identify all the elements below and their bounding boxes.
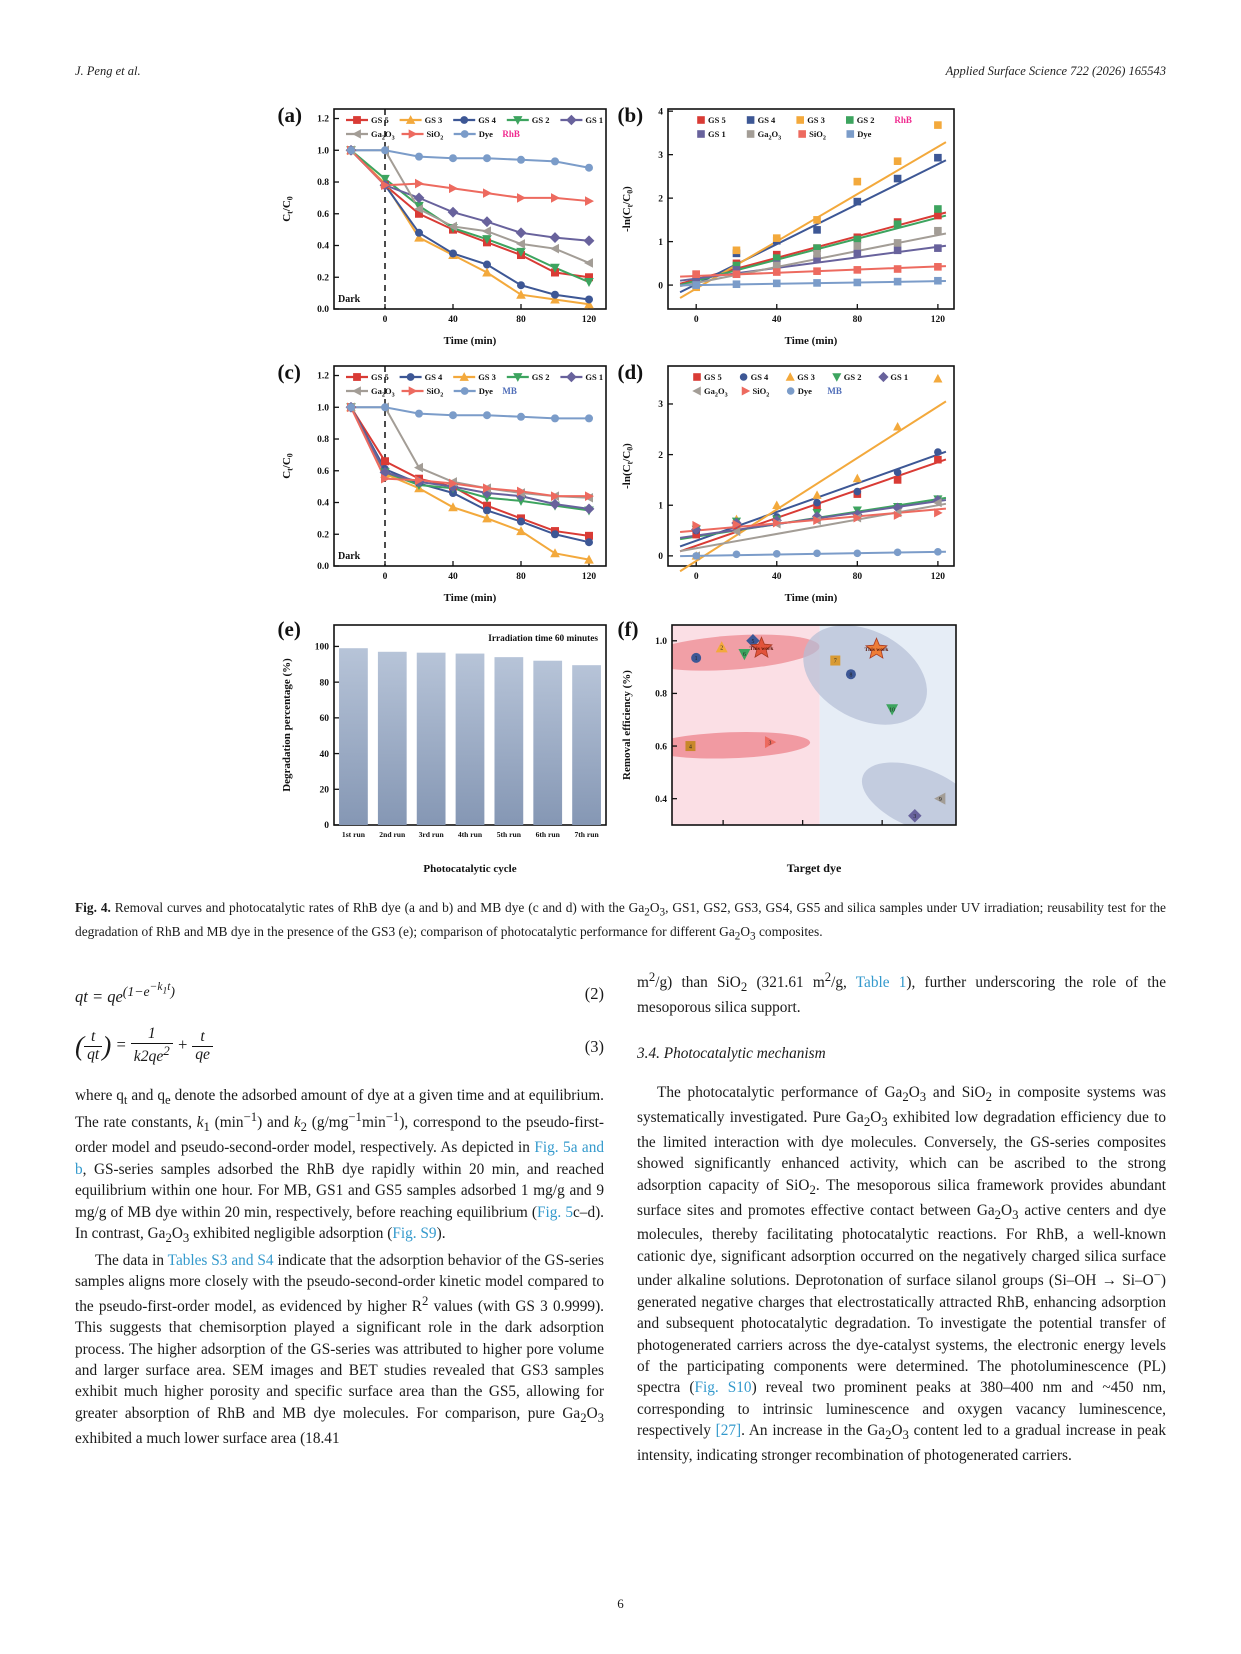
svg-text:0.2: 0.2	[316, 530, 329, 541]
svg-text:GS 3: GS 3	[806, 115, 825, 125]
paragraph-adsorption: The data in Tables S3 and S4 indicate that the adsorption behavior of the GS-series samples aligns more closely with the pseudo-second-order kinetic model compared to the pseudo-first-order model, as evidenced by higher $R^2$ values (with GS 3 0.9999). This suggests that chemisorption played a significant role in the dark adsorption process. The higher adsorption of the GS-series was attributed to higher pore volume and larger surface area. SEM images and BET studies revealed that GS3 samples exhibit much higher porosity and specific surface area than the GS5, allowing for greater absorption of RhB and MB dye molecules. For comparison, pure $Ga_2O_3$ exhibited a much lower surface area (18.41	[75, 1251, 605, 1447]
svg-text:120: 120	[930, 315, 945, 325]
chart-e-reusability-bars	[276, 617, 616, 877]
svg-text:SiO2: SiO$_2$	[808, 129, 826, 142]
svg-text:3: 3	[657, 400, 663, 411]
equation-2-number: (2)	[584, 984, 604, 1004]
page-footer	[0, 1596, 1241, 1612]
svg-text:Ga2O3: $Ga_2O_3$	[370, 386, 395, 399]
panel-c	[276, 360, 616, 611]
citation-link[interactable]: Table 1	[855, 974, 907, 992]
panel-e-label: (e)	[277, 617, 301, 641]
svg-text:9: 9	[938, 796, 942, 803]
svg-text:GS 4: GS 4	[750, 372, 768, 382]
svg-text:GS 3: GS 3	[424, 115, 442, 125]
right-column	[637, 969, 1166, 1468]
svg-text:GS 2: GS 2	[531, 115, 550, 125]
svg-text:100: 100	[314, 642, 329, 653]
svg-text:Ct/C0: $C_t/C_0$	[280, 196, 294, 222]
panel-c-label: (c)	[277, 360, 301, 384]
figure-4	[75, 103, 1166, 945]
paragraph-kinetics: where $q_t$ and $q_e$ denote the adsorbed amount of dye at a given time and at equilibrium. The rate constants, $k_1$ $(\min^{-1})$ and $k_2$ $(g/mg^{-1}\min^{-1})$, correspond to the pseudo-first-order model and pseudo-second-order model, respectively. As depicted in Fig. 5a and b, GS-series samples adsorbed the RhB dye rapidly within 20 min, and reached equilibrium within one hour. For MB, GS1 and GS5 samples adsorbed 1 mg/g and 9 mg/g of MB dye within 20 min, respectively, before reaching equilibrium (Fig. 5c–d). In contrast, $Ga_2O_3$ exhibited negligible adsorption (Fig. S9).	[75, 1086, 605, 1246]
svg-text:GS 3: GS 3	[477, 372, 496, 382]
citation-link[interactable]: [27]	[715, 1422, 742, 1440]
svg-text:Photocatalytic cycle: Photocatalytic cycle	[422, 863, 517, 875]
chart-c-mb-removal	[276, 360, 616, 606]
svg-text:Dye: Dye	[478, 129, 493, 139]
svg-text:3: 3	[912, 813, 916, 820]
svg-text:MB: MB	[501, 386, 517, 396]
svg-text:10: 10	[888, 707, 895, 714]
equation-3	[75, 1026, 604, 1066]
svg-text:GS 2: GS 2	[843, 372, 862, 382]
svg-text:120: 120	[581, 572, 596, 582]
svg-text:GS 1: GS 1	[584, 115, 603, 125]
svg-text:4: 4	[688, 744, 692, 751]
svg-text:Ct/C0: $C_t/C_0$	[280, 453, 294, 479]
svg-text:40: 40	[447, 315, 458, 325]
svg-text:Time (min): Time (min)	[784, 335, 837, 347]
svg-text:GS 4: GS 4	[424, 372, 442, 382]
svg-text:RhB: RhB	[893, 115, 912, 125]
svg-text:GS 1: GS 1	[584, 372, 603, 382]
figure-panels	[276, 103, 966, 882]
svg-text:0: 0	[693, 572, 699, 582]
panel-b-label: (b)	[617, 103, 644, 127]
svg-text:0.8: 0.8	[316, 178, 329, 189]
citation-link[interactable]: Fig. S9	[392, 1225, 437, 1243]
svg-text:GS 5: GS 5	[370, 372, 389, 382]
svg-text:120: 120	[581, 315, 596, 325]
svg-text:0.8: 0.8	[654, 689, 667, 700]
svg-text:GS 5: GS 5	[707, 115, 726, 125]
svg-text:1: 1	[657, 237, 663, 248]
svg-text:Removal efficiency (%): Removal efficiency (%)	[620, 670, 633, 780]
svg-text:3: 3	[768, 740, 771, 747]
svg-text:0: 0	[657, 552, 663, 563]
panel-a-label: (a)	[277, 103, 302, 127]
svg-text:1.0: 1.0	[316, 146, 329, 157]
svg-text:Time (min): Time (min)	[443, 335, 496, 347]
svg-text:0.4: 0.4	[316, 241, 329, 252]
svg-text:120: 120	[930, 572, 945, 582]
svg-text:8: 8	[848, 672, 852, 679]
svg-text:3: 3	[657, 150, 663, 161]
equation-2	[75, 979, 604, 1008]
running-author: J. Peng et al.	[75, 64, 141, 78]
svg-text:6th run: 6th run	[535, 830, 560, 839]
svg-text:RhB: RhB	[501, 129, 520, 139]
svg-text:3rd run: 3rd run	[418, 830, 444, 839]
svg-text:0: 0	[382, 572, 387, 582]
svg-text:0.8: 0.8	[316, 435, 329, 446]
svg-text:Time (min): Time (min)	[443, 592, 496, 604]
svg-text:GS 4: GS 4	[757, 115, 775, 125]
svg-text:0.4: 0.4	[316, 498, 329, 509]
svg-text:0: 0	[382, 315, 387, 325]
svg-text:1.0: 1.0	[316, 403, 329, 414]
chart-b-rhb-kinetics	[616, 103, 966, 349]
svg-text:Ga2O3: $Ga_2O_3$	[757, 129, 781, 142]
svg-text:0: 0	[657, 281, 663, 292]
svg-text:Time (min): Time (min)	[784, 592, 837, 604]
chart-d-mb-kinetics	[616, 360, 966, 606]
svg-text:7th run: 7th run	[573, 830, 599, 839]
panel-d-label: (d)	[617, 360, 644, 384]
svg-text:GS 5: GS 5	[370, 115, 389, 125]
svg-text:GS 1: GS 1	[707, 129, 726, 139]
citation-link[interactable]: Tables S3 and S4	[167, 1251, 274, 1269]
panel-b	[616, 103, 966, 354]
equation-3-body: ( $\frac{t}{qt}$ ) = $\frac{1}{k2qe^2}$ + $\frac{t}{qe}$	[75, 1026, 585, 1066]
svg-text:Degradation percentage (%): Degradation percentage (%)	[280, 658, 293, 792]
figure-caption: Fig. 4. Removal curves and photocatalytic rates of RhB dye (a and b) and MB dye (c and d) with the $Ga_2O_3$, GS1, GS2, GS3, GS4, GS5 and silica samples under UV irradiation; reusability test for the degradation of RhB and MB dye in the presence of the GS3 (e); comparison of photocatalytic performance for different $Ga_2O_3$ composites.	[75, 900, 1166, 943]
paragraph-surface-area: $m^2/g$) than SiO$_2$ (321.61 $m^2/g$, Table 1), further underscoring the role of the mesoporous silica support.	[637, 970, 1166, 1017]
panel-f	[616, 617, 966, 882]
svg-text:MB: MB	[826, 386, 842, 396]
svg-text:Ga2O3: $Ga_2O_3$	[703, 386, 728, 399]
svg-text:0.2: 0.2	[316, 273, 329, 284]
svg-text:0.6: 0.6	[316, 209, 329, 220]
svg-text:80: 80	[515, 572, 526, 582]
svg-text:This work: This work	[748, 646, 773, 653]
section-heading: 3.4. Photocatalytic mechanism	[637, 1044, 826, 1062]
page-number: 6	[617, 1596, 624, 1611]
svg-text:1: 1	[694, 656, 698, 663]
svg-text:5: 5	[750, 638, 754, 645]
citation-link[interactable]: Fig. 5a and b	[75, 1139, 605, 1178]
svg-text:0: 0	[693, 315, 699, 325]
svg-text:6: 6	[742, 652, 746, 659]
citation-link[interactable]: Fig. S10	[694, 1379, 752, 1397]
svg-text:0.6: 0.6	[316, 466, 329, 477]
svg-text:0.0: 0.0	[316, 305, 329, 316]
svg-text:Dark: Dark	[337, 294, 360, 305]
svg-text:SiO2: SiO$_2$	[752, 386, 769, 399]
svg-text:Irradiation time 60 minutes: Irradiation time 60 minutes	[487, 634, 598, 644]
svg-text:40: 40	[771, 572, 782, 582]
svg-text:Dye: Dye	[797, 386, 812, 396]
svg-text:80: 80	[319, 678, 329, 689]
panel-a	[276, 103, 616, 354]
svg-text:GS 4: GS 4	[477, 115, 496, 125]
svg-text:1.2: 1.2	[316, 114, 329, 125]
svg-text:4th run: 4th run	[457, 830, 482, 839]
equation-3-number: (3)	[584, 1036, 604, 1056]
body-columns	[75, 969, 1166, 1468]
svg-text:40: 40	[319, 749, 329, 760]
svg-text:SiO2: SiO$_2$	[426, 386, 443, 399]
svg-text:1: 1	[657, 501, 663, 512]
svg-text:Dye: Dye	[478, 386, 493, 396]
left-column	[75, 969, 604, 1468]
svg-text:7: 7	[833, 658, 837, 665]
svg-text:2nd run: 2nd run	[378, 830, 405, 839]
running-journal: Applied Surface Science 722 (2026) 165543	[945, 64, 1166, 78]
svg-text:40: 40	[447, 572, 458, 582]
svg-text:-ln(Ct/C0): $-\ln(C_t/C_0)$	[620, 186, 634, 232]
svg-text:80: 80	[852, 572, 862, 582]
svg-text:Dark: Dark	[337, 551, 360, 562]
svg-text:1.2: 1.2	[316, 371, 329, 382]
svg-text:80: 80	[852, 315, 862, 325]
svg-text:40: 40	[771, 315, 782, 325]
panel-d	[616, 360, 966, 611]
svg-text:4: 4	[657, 107, 663, 118]
chart-a-rhb-removal	[276, 103, 616, 349]
svg-text:20: 20	[319, 785, 329, 796]
citation-link[interactable]: Fig. 5	[537, 1203, 573, 1221]
svg-text:0: 0	[323, 821, 329, 832]
svg-text:GS 3: GS 3	[796, 372, 815, 382]
svg-text:2: 2	[719, 645, 723, 652]
svg-text:SiO2: SiO$_2$	[426, 129, 443, 142]
svg-text:Ga2O3: $Ga_2O_3$	[370, 129, 395, 142]
svg-text:GS 1: GS 1	[889, 372, 908, 382]
svg-text:80: 80	[515, 315, 526, 325]
svg-text:-ln(Ct/C0): $-\ln(C_t/C_0)$	[620, 443, 634, 489]
svg-text:Target dye: Target dye	[786, 861, 841, 875]
svg-text:0.4: 0.4	[654, 794, 667, 805]
svg-text:GS 5: GS 5	[703, 372, 722, 382]
svg-text:0.6: 0.6	[654, 742, 667, 753]
equation-2-body: qt = $qe^{(1-e^{-k_1t})}$	[75, 981, 175, 1007]
svg-text:Dye: Dye	[856, 129, 871, 139]
svg-text:This work: This work	[863, 647, 888, 654]
panel-f-label: (f)	[617, 617, 639, 641]
paragraph-mechanism: The photocatalytic performance of $Ga_2O_3$ and SiO$_2$ in composite systems was systematically investigated. Pure $Ga_2O_3$ exhibited low degradation efficiency due to the limited interaction with dye molecules. Conversely, the GS-series composites showed significantly enhanced activity, which can be ascribed to the strong adsorption capacity of SiO$_2$. The mesoporous silica framework provides abundant surface sites and promotes effective contact between $Ga_2O_3$ active centers and dye molecules, thereby facilitating photocatalytic reactions. For RhB, a well-known cationic dye, significant adsorption occurred on the negatively charged silica surface under alkaline solutions. Deprotonation of surface silanol groups (Si–OH → Si–O−) generated negative charges that electrostatically attracted RhB, enhancing adsorption and subsequent photocatalytic degradation. To investigate the potential transfer of photogenerated carriers across the dye-catalyst systems, the electronic energy levels of the participating components were determined. The photoluminescence (PL) spectra (Fig. S10) reveal two prominent peaks at 380–400 nm and ~450 nm, corresponding to intrinsic luminescence and oxygen vacancy luminescence, respectively [27]. An increase in the $Ga_2O_3$ content led to a gradual increase in peak intensity, indicating stronger recombination of photogenerated carriers.	[637, 1084, 1167, 1465]
svg-text:60: 60	[319, 714, 329, 725]
svg-text:5th run: 5th run	[496, 830, 521, 839]
panel-e	[276, 617, 616, 882]
chart-f-performance-comparison	[616, 617, 966, 877]
svg-text:1.0: 1.0	[654, 636, 667, 647]
svg-text:1st run: 1st run	[341, 830, 365, 839]
svg-text:GS 2: GS 2	[856, 115, 875, 125]
running-header	[75, 64, 1166, 79]
svg-text:0.0: 0.0	[316, 562, 329, 573]
svg-text:2: 2	[657, 450, 663, 461]
svg-text:GS 2: GS 2	[531, 372, 550, 382]
svg-text:2: 2	[657, 194, 663, 205]
